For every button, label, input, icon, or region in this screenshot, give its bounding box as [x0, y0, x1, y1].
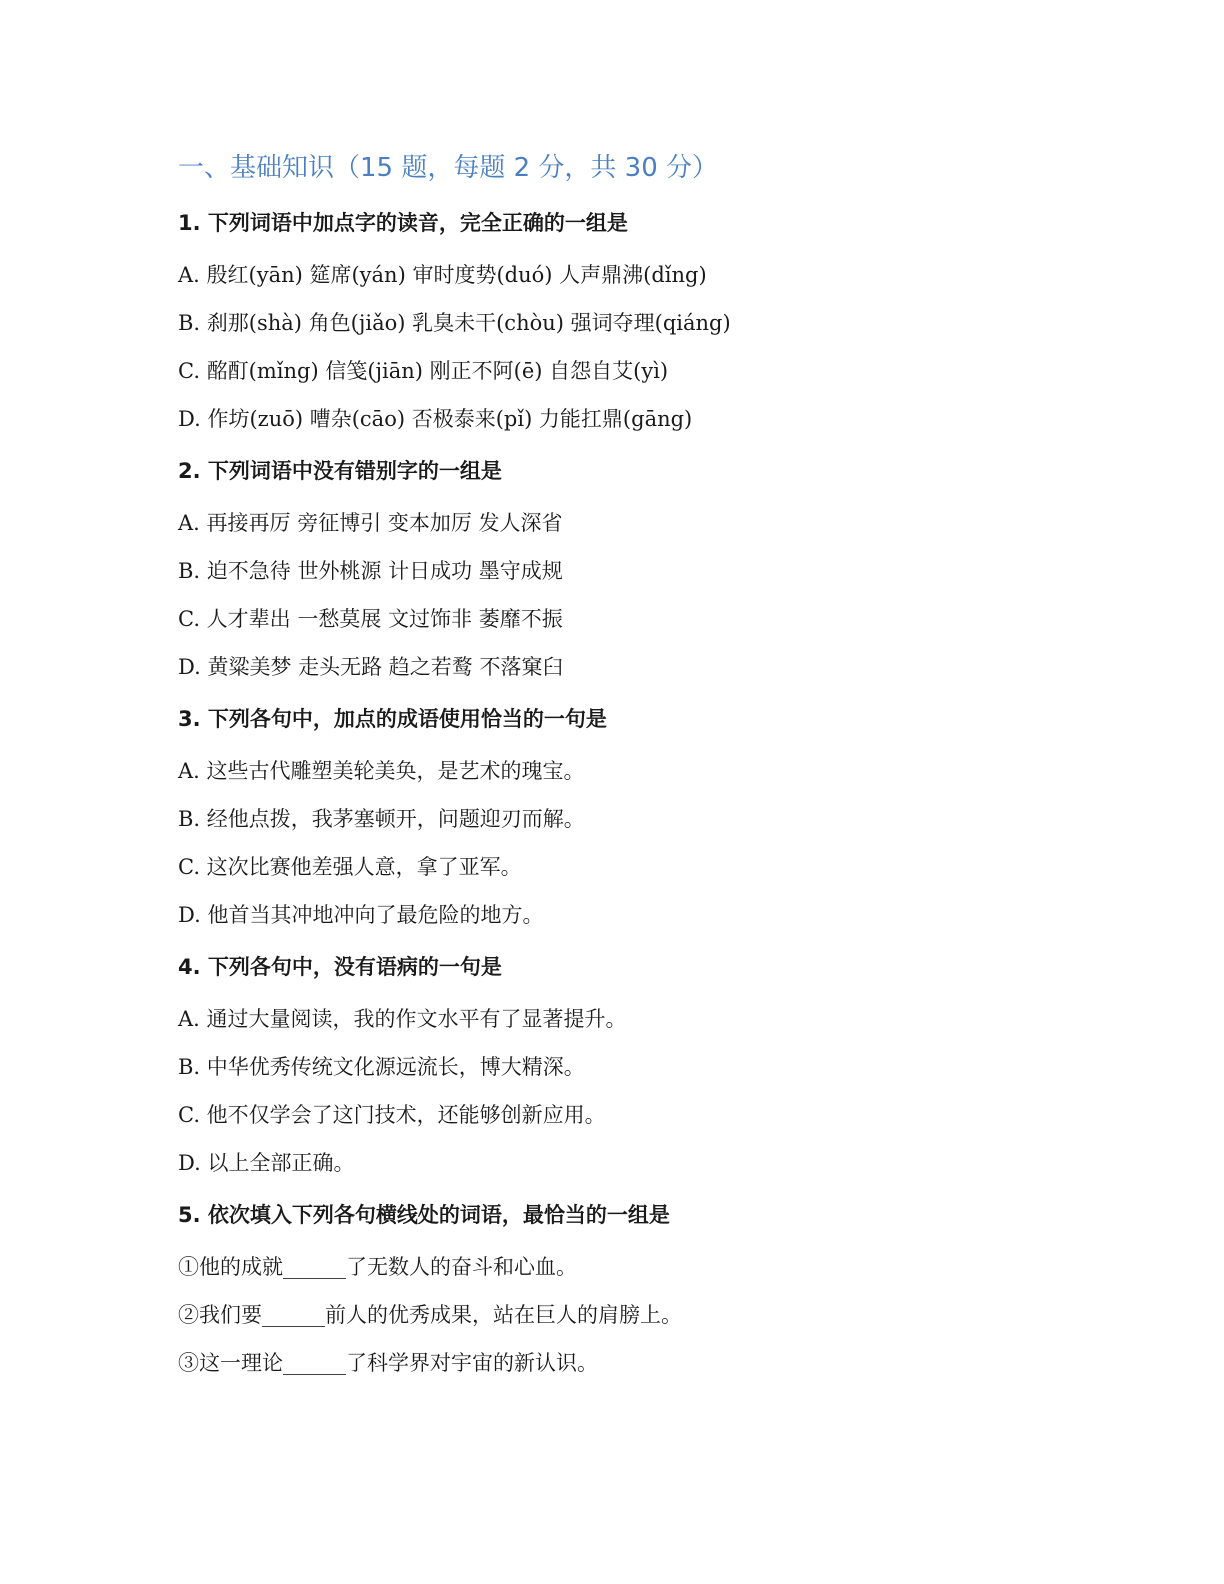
option-b: B. 经他点拨，我茅塞顿开，问题迎刃而解。: [178, 807, 585, 831]
section-title: 一、基础知识（15 题，每题 2 分，共 30 分）: [178, 153, 719, 183]
option-a: A. 再接再厉 旁征博引 变本加厉 发人深省: [178, 511, 563, 535]
question-stem: 5. 依次填入下列各句横线处的词语，最恰当的一组是: [178, 1203, 670, 1227]
option-c: C. 人才辈出 一愁莫展 文过饰非 萎靡不振: [178, 607, 563, 631]
question-1: [178, 208, 1078, 434]
option-c: C. 这次比赛他差强人意，拿了亚军。: [178, 855, 522, 879]
question-stem: 4. 下列各句中，没有语病的一句是: [178, 955, 502, 979]
fill-sentence-2: ②我们要______前人的优秀成果，站在巨人的肩膀上。: [178, 1303, 682, 1327]
option-a: A. 这些古代雕塑美轮美奂，是艺术的瑰宝。: [178, 759, 585, 783]
question-5: [178, 1200, 1078, 1378]
option-c: C. 他不仅学会了这门技术，还能够创新应用。: [178, 1103, 606, 1127]
option-b: B. 迫不急待 世外桃源 计日成功 墨守成规: [178, 559, 563, 583]
fill-sentence-3: ③这一理论______了科学界对宇宙的新认识。: [178, 1351, 598, 1375]
exam-page: [178, 150, 1078, 1400]
question-3: [178, 704, 1078, 930]
question-2: [178, 456, 1078, 682]
option-b: B. 刹那(shà) 角色(jiǎo) 乳臭未干(chòu) 强词夺理(qiáng): [178, 311, 731, 335]
option-d: D. 作坊(zuō) 嘈杂(cāo) 否极泰来(pǐ) 力能扛鼎(gāng): [178, 407, 693, 431]
option-c: C. 酩酊(mǐng) 信笺(jiān) 刚正不阿(ē) 自怨自艾(yì): [178, 359, 669, 383]
option-d: D. 他首当其冲地冲向了最危险的地方。: [178, 903, 544, 927]
question-4: [178, 952, 1078, 1178]
option-b: B. 中华优秀传统文化源远流长，博大精深。: [178, 1055, 585, 1079]
question-stem: 1. 下列词语中加点字的读音，完全正确的一组是: [178, 211, 628, 235]
question-stem: 3. 下列各句中，加点的成语使用恰当的一句是: [178, 707, 607, 731]
option-d: D. 黄粱美梦 走头无路 趋之若鹜 不落窠臼: [178, 655, 564, 679]
option-d: D. 以上全部正确。: [178, 1151, 355, 1175]
option-a: A. 殷红(yān) 筵席(yán) 审时度势(duó) 人声鼎沸(dǐng): [178, 263, 707, 287]
option-a: A. 通过大量阅读，我的作文水平有了显著提升。: [178, 1007, 627, 1031]
question-stem: 2. 下列词语中没有错别字的一组是: [178, 459, 502, 483]
fill-sentence-1: ①他的成就______了无数人的奋斗和心血。: [178, 1255, 577, 1279]
